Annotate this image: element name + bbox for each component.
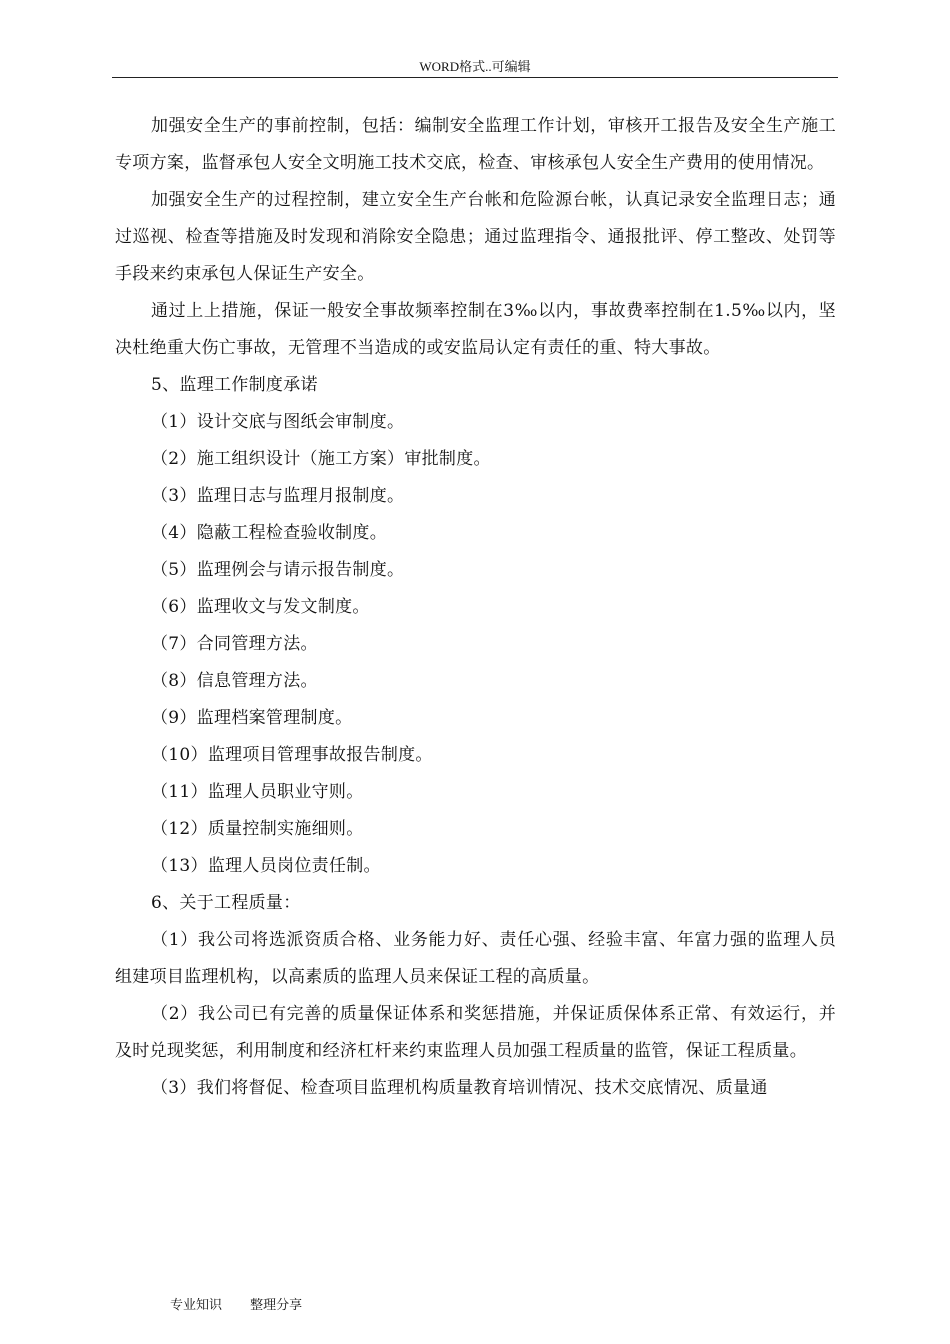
list-item: （9）监理档案管理制度。	[151, 708, 353, 728]
list-item: （8）信息管理方法。	[151, 671, 318, 691]
list-item: （3）监理日志与监理月报制度。	[151, 486, 405, 506]
page-footer	[170, 1297, 326, 1315]
footer-left-text: 专业知识	[170, 1298, 223, 1313]
list-item: （7）合同管理方法。	[151, 634, 318, 654]
paragraph-safety-targets: 通过上上措施，保证一般安全事故频率控制在3‰以内，事故费率控制在1.5‰以内，坚决杜绝重大伤亡事故，无管理不当造成的或安监局认定有责任的重、特大事故。	[115, 301, 836, 358]
quality-paragraph-2: （2）我公司已有完善的质量保证体系和奖惩措施，并保证质保体系正常、有效运行，并及时兑现奖惩，利用制度和经济杠杆来约束监理人员加强工程质量的监管，保证工程质量。	[115, 1004, 836, 1061]
quality-paragraph-1: （1）我公司将选派资质合格、业务能力好、责任心强、经验丰富、年富力强的监理人员组建项目监理机构，以高素质的监理人员来保证工程的高质量。	[115, 930, 836, 987]
list-item: （12）质量控制实施细则。	[151, 819, 364, 839]
header-divider	[112, 77, 838, 78]
page-header: WORD格式..可编辑	[419, 59, 531, 74]
list-item: （2）施工组织设计（施工方案）审批制度。	[151, 449, 491, 469]
list-item: （1）设计交底与图纸会审制度。	[151, 412, 405, 432]
document-body	[115, 108, 836, 1107]
list-item: （4）隐蔽工程检查验收制度。	[151, 523, 388, 543]
list-item: （6）监理收文与发文制度。	[151, 597, 370, 617]
footer-right-text: 整理分享	[250, 1298, 303, 1313]
list-item: （11）监理人员职业守则。	[151, 782, 364, 802]
paragraph-process-control: 加强安全生产的过程控制，建立安全生产台帐和危险源台帐，认真记录安全监理日志；通过巡视、检查等措施及时发现和消除安全隐患；通过监理指令、通报批评、停工整改、处罚等手段来约束承包人保证生产安全。	[115, 190, 836, 284]
section-heading-5: 5、监理工作制度承诺	[151, 375, 318, 395]
quality-paragraph-3: （3）我们将督促、检查项目监理机构质量教育培训情况、技术交底情况、质量通	[151, 1078, 768, 1098]
list-item: （10）监理项目管理事故报告制度。	[151, 745, 433, 765]
list-item: （5）监理例会与请示报告制度。	[151, 560, 405, 580]
section-heading-6: 6、关于工程质量：	[151, 893, 301, 913]
paragraph-pre-control: 加强安全生产的事前控制，包括：编制安全监理工作计划，审核开工报告及安全生产施工专项方案，监督承包人安全文明施工技术交底，检查、审核承包人安全生产费用的使用情况。	[115, 116, 836, 173]
list-item: （13）监理人员岗位责任制。	[151, 856, 381, 876]
